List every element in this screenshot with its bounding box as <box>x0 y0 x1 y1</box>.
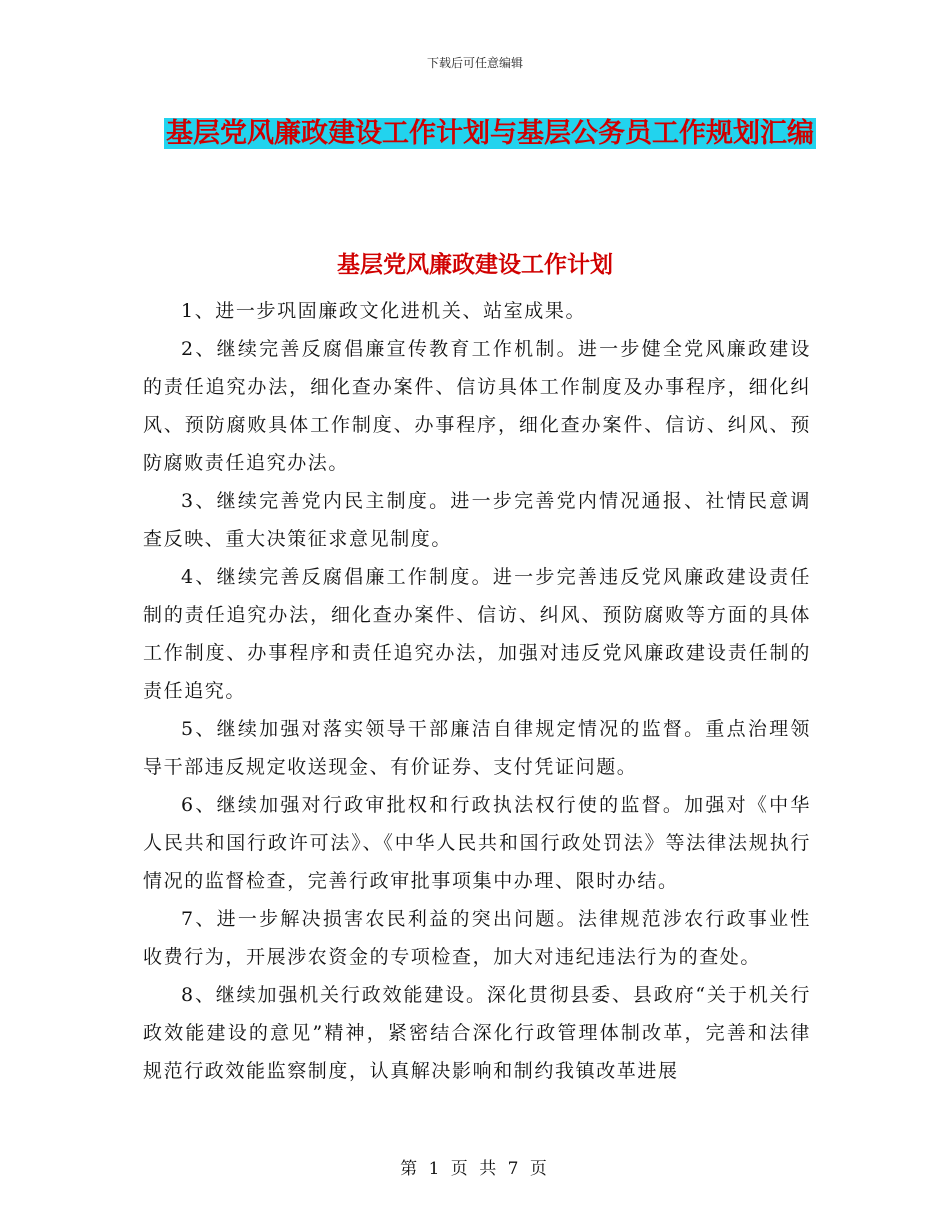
paragraph-7: 7、进一步解决损害农民利益的突出问题。法律规范涉农行政事业性收费行为，开展涉农资金的专项检查，加大对违纪违法行为的查处。 <box>143 908 811 968</box>
document-title <box>150 110 830 158</box>
section-title: 基层党风廉政建设工作计划 <box>337 251 613 278</box>
paragraph-4: 4、继续完善反腐倡廉工作制度。进一步完善违反党风廉政建设责任制的责任追究办法，细化查办案件、信访、纠风、预防腐败等方面的具体工作制度、办事程序和责任追究办法，加强对违反党风廉政建设责任制的责任追究。 <box>143 566 811 702</box>
paragraph-2: 2、继续完善反腐倡廉宣传教育工作机制。进一步健全党风廉政建设的责任追究办法，细化查办案件、信访具体工作制度及办事程序，细化纠风、预防腐败具体工作制度、办事程序，细化查办案件、信访、纠风、预防腐败责任追究办法。 <box>143 338 811 474</box>
page-number-footer: 第 1 页 共 7 页 <box>400 1159 550 1179</box>
paragraph-6: 6、继续加强对行政审批权和行政执法权行使的监督。加强对《中华人民共和国行政许可法》、《中华人民共和国行政处罚法》等法律法规执行情况的监督检查，完善行政审批事项集中办理、限时办结。 <box>143 794 811 892</box>
paragraph-5: 5、继续加强对落实领导干部廉洁自律规定情况的监督。重点治理领导干部违反规定收送现金、有价证券、支付凭证问题。 <box>143 718 811 778</box>
document-title-text: 基层党风廉政建设工作计划与基层公务员工作规划汇编 <box>166 118 814 149</box>
page-header-note: 下载后可任意编辑 <box>426 56 523 70</box>
paragraph-1: 1、进一步巩固廉政文化进机关、站室成果。 <box>181 300 587 322</box>
paragraph-8: 8、继续加强机关行政效能建设。深化贯彻县委、县政府“关于机关行政效能建设的意见”精神，紧密结合深化行政管理体制改革，完善和法律规范行政效能监察制度，认真解决影响和制约我镇改革进展 <box>143 984 811 1082</box>
document-body <box>143 292 811 1090</box>
paragraph-3: 3、继续完善党内民主制度。进一步完善党内情况通报、社情民意调查反映、重大决策征求意见制度。 <box>143 490 811 550</box>
